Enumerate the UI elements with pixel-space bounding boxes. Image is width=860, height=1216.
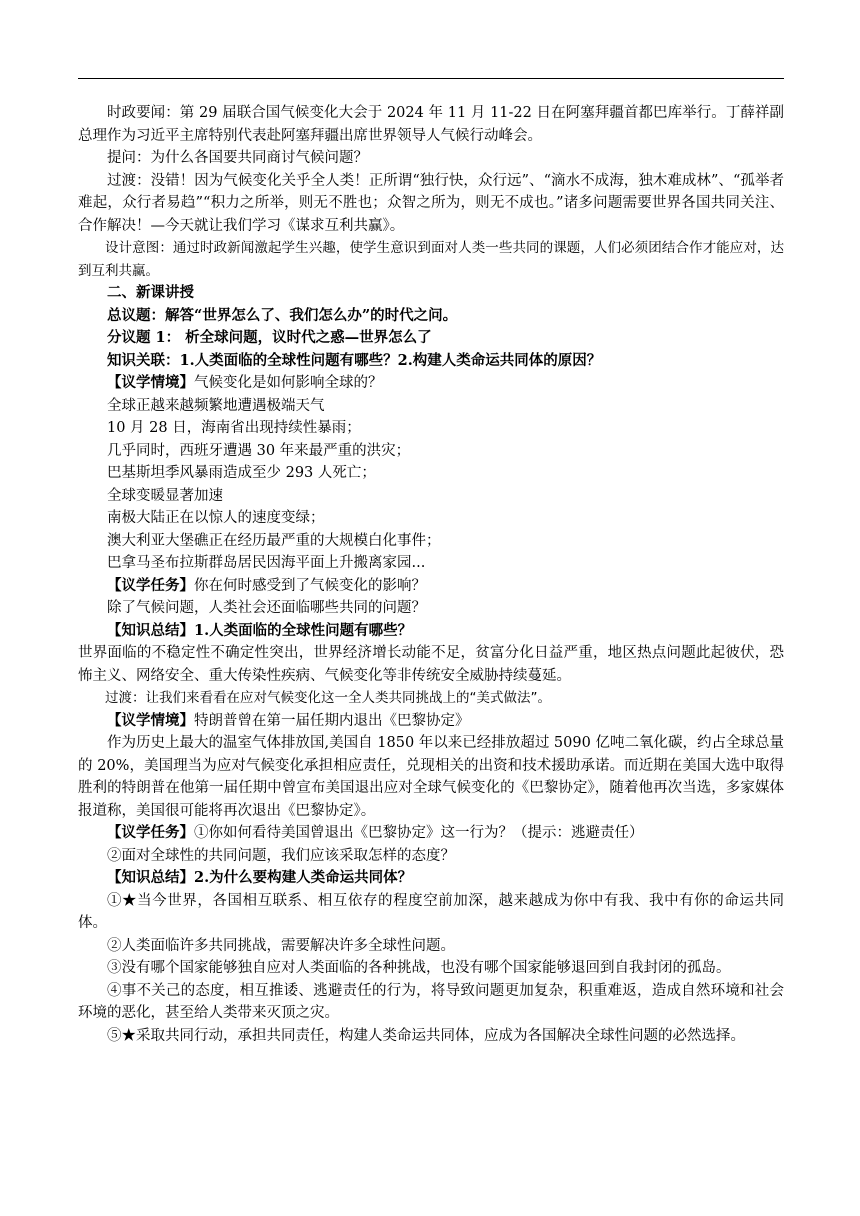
summary-2-heading: 【知识总结】2.为什么要构建人类命运共同体？ [107, 869, 413, 886]
task-2-followup: ②面对全球性的共同问题，我们应该采取怎样的态度？ [107, 847, 455, 864]
task-1-followup: 除了气候问题，人类社会还面临哪些共同的问题？ [107, 600, 426, 616]
paragraph-news: 时政要闻：第 29 届联合国气候变化大会于 2024 年 11 月 11-22 日在阿塞拜疆首都巴库举行。丁薛祥副总理作为习近平主席特别代表赴阿塞拜疆出席世界领导人气候行动峰会。 [78, 105, 784, 144]
list-item: 全球变暖显著加速 [107, 487, 223, 504]
summary-1-heading: 【知识总结】1.人类面临的全球性问题有哪些？ [107, 621, 413, 639]
summary-2-item: ①★当今世界，各国相互联系、相互依存的程度空前加深，越来越成为你中有我、我中有你的命运共同体。 [78, 892, 784, 931]
document-body [78, 102, 784, 1047]
list-item: 巴拿马圣布拉斯群岛居民因海平面上升搬离家园... [107, 555, 426, 571]
scenario-2 [78, 710, 784, 733]
list-item: 几乎同时，西班牙遭遇 30 年来最严重的洪灾； [107, 442, 411, 459]
header-rule [78, 78, 784, 79]
summary-2-item: ④事不关己的态度，相互推诿、逃避责任的行为，将导致问题更加复杂，积重难返，造成自然环境和社会环境的恶化，甚至给人类带来灭顶之灾。 [78, 982, 784, 1021]
transition-2: 过渡：让我们来看看在应对气候变化这一全人类共同挑战上的“美式做法”。 [105, 690, 551, 706]
task-1-text: 你在何时感受到了气候变化的影响？ [194, 577, 426, 594]
paragraph-design-intent: 设计意图：通过时政新闻激起学生兴趣，使学生意识到面对人类一些共同的课题，人们必须团结合作才能应对，达到互利共赢。 [78, 240, 784, 279]
sub-topic-1: 分议题 1： 析全球问题，议时代之惑—世界怎么了 [107, 329, 432, 346]
main-topic: 总议题：解答“世界怎么了、我们怎么办”的时代之问。 [107, 306, 458, 324]
task-2-text: ①你如何看待美国曾退出《巴黎协定》这一行为？（提示：逃避责任） [194, 825, 644, 841]
list-item: 全球正越来越频繁地遭遇极端天气 [107, 397, 325, 414]
summary-2-item: ②人类面临许多共同挑战，需要解决许多全球性问题。 [107, 937, 455, 954]
scenario-2-text: 特朗普曾在第一届任期内退出《巴黎协定》 [194, 712, 470, 729]
paragraph-question: 提问：为什么各国要共同商讨气候问题？ [107, 150, 368, 166]
scenario-1-lead: 【议学情境】 [107, 374, 194, 391]
knowledge-link: 知识关联：1.人类面临的全球性问题有哪些？2.构建人类命运共同体的原因？ [107, 351, 602, 369]
section-heading: 二、新课讲授 [107, 284, 194, 301]
scenario-2-lead: 【议学情境】 [107, 711, 194, 729]
task-1 [78, 575, 784, 598]
scenario-1 [78, 372, 784, 395]
list-item: 南极大陆正在以惊人的速度变绿； [107, 510, 325, 526]
summary-2-item: ⑤★采取共同行动，承担共同责任，构建人类命运共同体，应成为各国解决全球性问题的必然选择。 [107, 1027, 745, 1044]
scenario-2-body: 作为历史上最大的温室气体排放国,美国自 1850 年以来已经排放超过 5090 亿吨二氧化碳，约占全球总量的 20%，美国理当为应对气候变化承担相应责任，兑现相关的出资和技术援助承诺。而近期在美国大选中取得胜利的特朗普在他第一届任期中曾宣布美国退出应对全球气候变化的《巴黎协定》，随着他再次当选，多家媒体报道称，美国很可能将再次退出《巴黎协定》。 [78, 735, 784, 819]
paragraph-transition: 过渡：没错！因为气候变化关乎全人类！正所谓“独行快，众行远”、“滴水不成海，独木难成林”、“孤举者难起，众行者易趋”“积力之所举，则无不胜也；众智之所为，则无不成也。”诸多问题需要世界各国共同关注、合作解决！—今天就让我们学习《谋求互利共赢》。 [78, 172, 784, 234]
list-item: 10 月 28 日，海南省出现持续性暴雨； [107, 420, 361, 436]
task-1-lead: 【议学任务】 [107, 576, 194, 594]
summary-1-text: 世界面临的不稳定性不确定性突出，世界经济增长动能不足，贫富分化日益严重，地区热点问题此起彼伏，恐怖主义、网络安全、重大传染性疾病、气候变化等非传统安全威胁持续蔓延。 [78, 645, 784, 684]
summary-2-item: ③没有哪个国家能够独自应对人类面临的各种挑战，也没有哪个国家能够退回到自我封闭的孤岛。 [107, 960, 731, 976]
task-2-lead: 【议学任务】 [107, 824, 194, 841]
scenario-1-text: 气候变化是如何影响全球的？ [194, 375, 383, 391]
task-2 [78, 822, 784, 845]
list-item: 澳大利亚大堡礁正在经历最严重的大规模白化事件； [107, 532, 441, 549]
list-item: 巴基斯坦季风暴雨造成至少 293 人死亡； [107, 465, 376, 481]
